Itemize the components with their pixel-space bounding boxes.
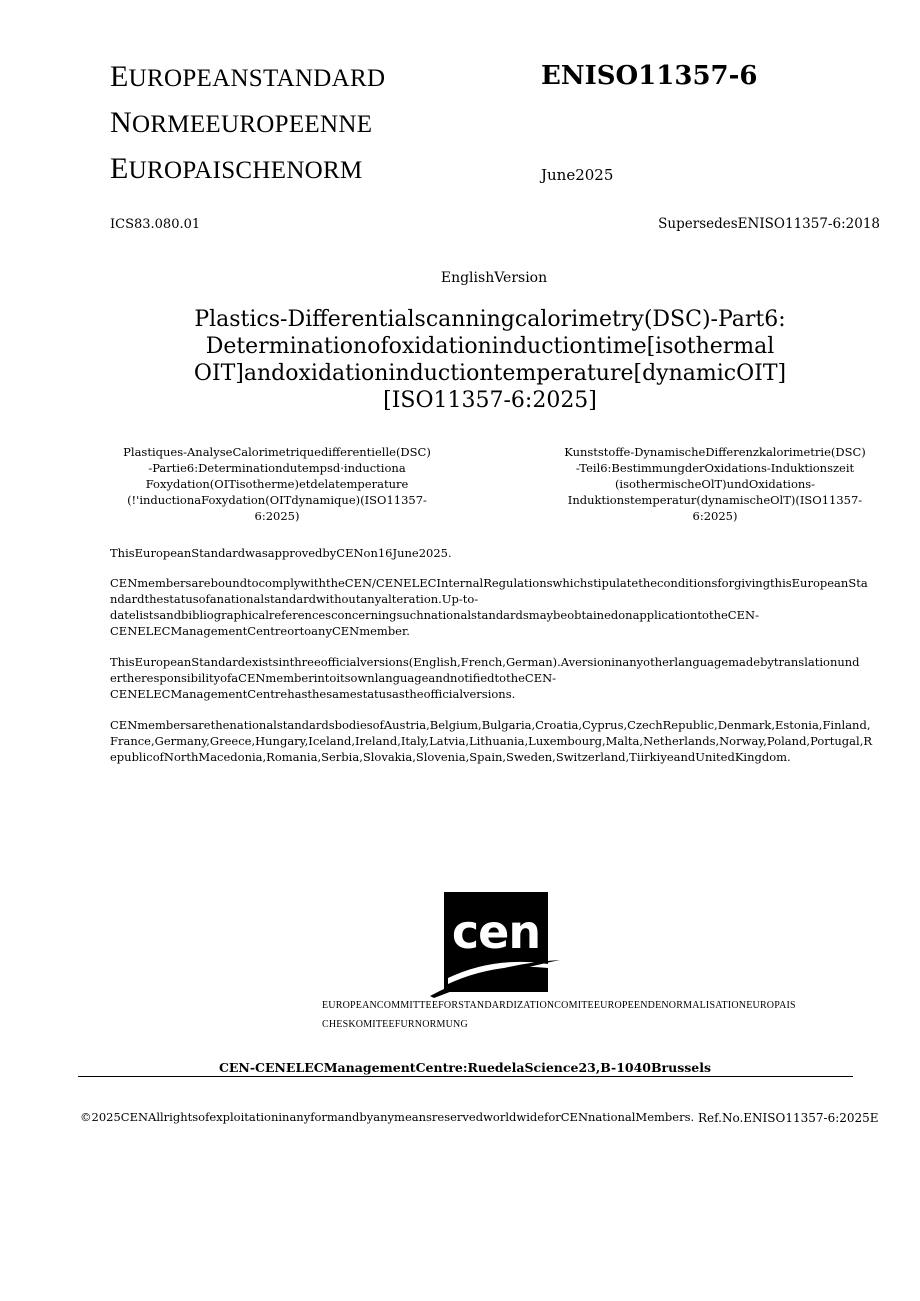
swoosh-curve xyxy=(430,960,560,998)
footer-divider xyxy=(78,1076,853,1077)
supersedes-note: SupersedesENISO11357-6:2018 xyxy=(658,216,880,232)
members-paragraph: CENmembersarethenationalstandardsbodiesofAustria,Belgium,Bulgaria,Croatia,Cyprus,CzechRepublic,Denmark,Estonia,Finland, France,Germany,Greece,Hungary,Iceland,Ireland,Italy,Latvia,Lithuania,Luxembourg,Malta,Netherlands,Norway,Poland,Portugal,R epublicofNorthMacedonia,Romania,Serbia,Slovakia,Slovenia,Spain,Sweden,Switzerland,TiirkiyeandUnitedKingdom. xyxy=(110,718,873,764)
compliance-paragraph: CENmembersareboundtocomplywiththeCEN/CENELECInternalRegulationswhichstipulatetheconditionsforgivingthisEuropeanSta ndardthestatusofanationalstandardwithoutanyalteration.Up-to- datelistsandbibliographicalreferencesconcerningsuchnationalstandardsmaybeobtainedonapplicationtotheCEN- CENELECManagementCentreortoanyCENmember. xyxy=(110,576,868,638)
publication-date: June2025 xyxy=(541,166,614,184)
copyright-notice: ©2025CENAllrightsofexploitationinanyformandbyanymeansreservedworldwideforCENnationalMembers. xyxy=(80,1110,695,1124)
standard-name-english: EUROPEANSTANDARD xyxy=(110,60,386,93)
standard-name-german: EUROPAISCHENORM xyxy=(110,152,363,185)
approval-paragraph: ThisEuropeanStandardwasapprovedbyCENon16June2025. xyxy=(110,546,452,560)
document-title: Plastics-Differentialscanningcalorimetry(DSC)-Part6: Determinationofoxidationinductiontime[isothermal OIT]andoxidationinductiontemperature[dynamicOIT] [ISO11357-6:2025] xyxy=(193,307,787,413)
ics-code: ICS83.080.01 xyxy=(110,217,201,232)
document-number: ENISO11357-6 xyxy=(541,61,758,91)
management-centre-address: CEN-CENELECManagementCentre:RuedelaScience23,B-1040Brussels xyxy=(218,1060,712,1075)
versions-paragraph: ThisEuropeanStandardexistsinthreeofficialversions(English,French,German).Aversioninanyotherlanguagemadebytranslationund ertheresponsibilityofaCENmemberintoitsownlanguageandnotifiedtotheCEN- CENELECManagementCentrehasthesamestatusastheofficialversions. xyxy=(110,655,860,701)
reference-number: Ref.No.ENISO11357-6:2025E xyxy=(698,1111,879,1125)
logo-swoosh-overhang xyxy=(430,950,570,1000)
cen-logo-text: cen xyxy=(451,905,541,959)
standard-name-french: NORMEEUROPEENNE xyxy=(110,106,373,139)
german-title: Kunststoffe-DynamischeDifferenzkalorimetrie(DSC) -Teil6:BestimmungderOxidations-Induktionszeit (isothermischeOlT)undOxidations- Induktionstemperatur(dynamischeOlT)(ISO11357- 6:2025) xyxy=(564,445,866,523)
french-title: Plastiques-AnalyseCalorimetriquedifferentielle(DSC) -Partie6:Determinationdutempsd·inductiona Foxydation(OITisotherme)etdelatemperature (!'inductionaFoxydation(OITdynamique)(ISO11357- 6:2025) xyxy=(123,445,431,523)
organization-name: EUROPEANCOMMITTEEFORSTANDARDIZATIONCOMITEEUROPEENDENORMALISATIONEUROPAIS CHESKOMITEEFURNORMUNG xyxy=(322,1000,796,1030)
language-version: EnglishVersion xyxy=(440,270,548,286)
